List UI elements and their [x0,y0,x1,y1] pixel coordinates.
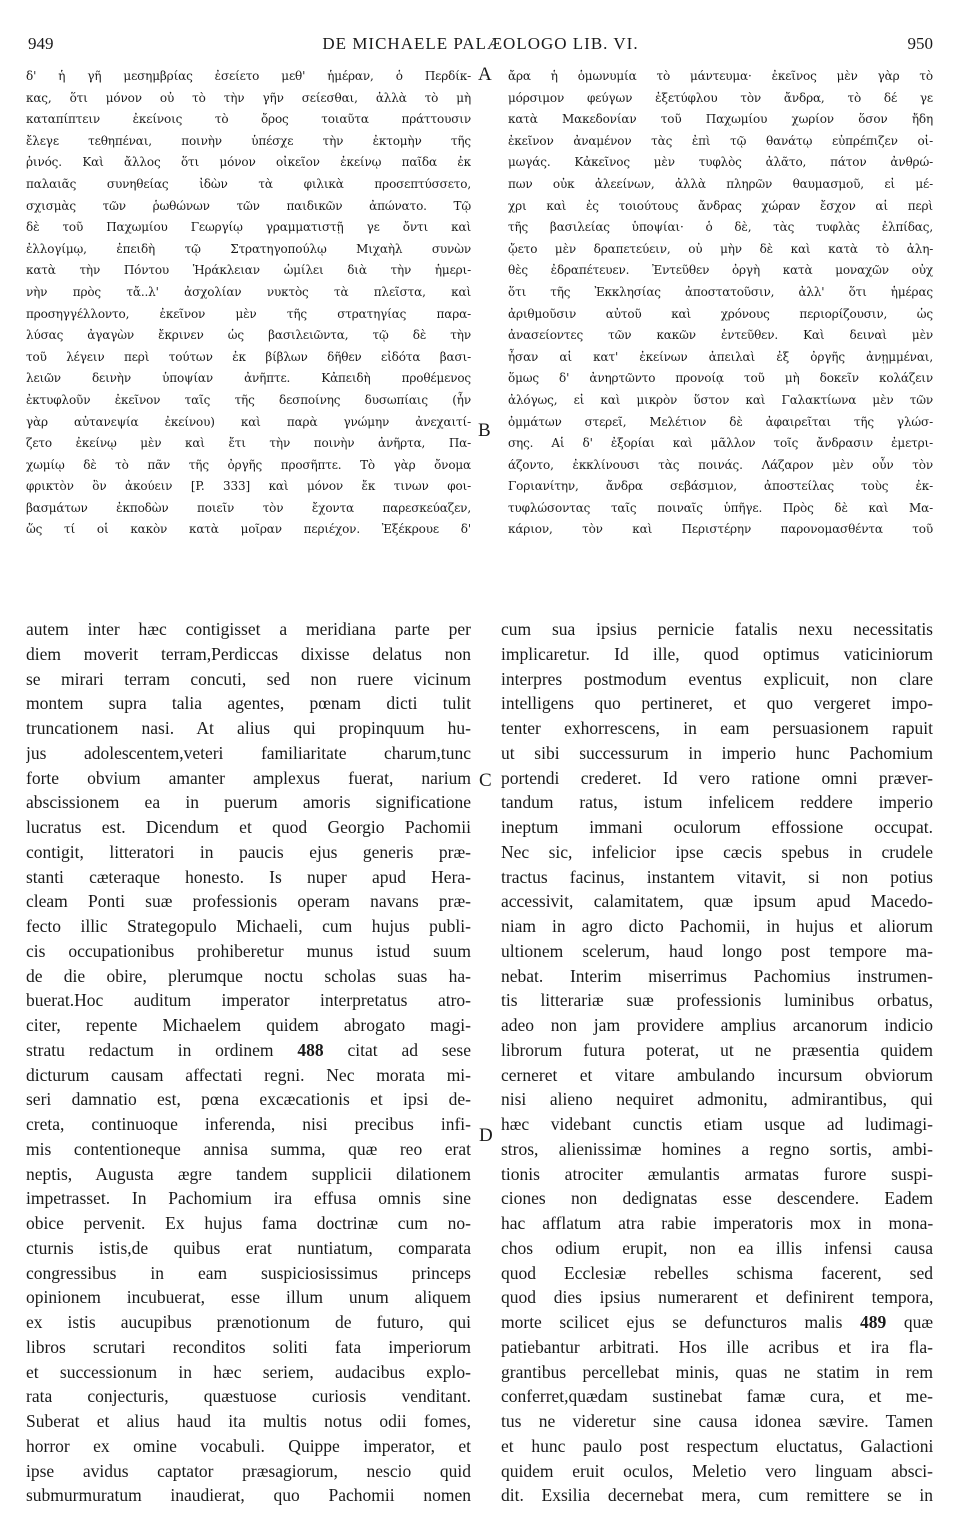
text-line: portendi crederet. Id vero ratione omni præver- [501,767,933,788]
text-line: quod dies ipsius numerarent et definirent tempora, [501,1287,933,1308]
text-line: tandum ratus, istum infelicem reddere imperio [501,792,933,813]
text-line: obice pervenit. Ex hujus fama doctrinæ cum no- [26,1213,471,1233]
text-line: implicaretur. Id ille, quod optimus vaticiniorum [501,643,933,664]
text-line: abscissionem ea in puerum amoris significatione [26,792,471,813]
text-line: ut sibi successurum in imperio hunc Pachomium [501,742,933,763]
text-line: mis contentioneque annisa summa, quæ reo erat [26,1138,471,1159]
running-title: DE MICHAELE PALÆOLOGO LIB. VI. [322,34,639,53]
text-line: ipse avidus captator præsagiorum, nescio quid [26,1460,471,1481]
text-line: et successionum in hæc seriem, audacibus explo- [26,1361,471,1382]
text-line: ἔλεγε τεθηπέναι, ποινὴν ὑπέσχε τὴν ἐκτομὴν τῆς [26,133,471,148]
text-line: jus adolescentem,veteri familiaritate charum,tunc [26,742,471,763]
text-line: ultionem scelerum, haud longo post tempore ma- [501,940,933,961]
greek-text-left-column [26,66,471,541]
right-page-number: 950 [907,34,933,53]
text-line: horror ex omine vocabuli. Quippe imperator, et [26,1435,471,1456]
text-line: morte scilicet ejus se defuncturos malis 489 quæ [501,1312,933,1332]
text-line: Γοριανίτην, ἄνδρα σεβάσμιον, ἀποστείλας τοὺς ἐκ- [508,479,933,494]
text-line: quidem eruit oculos, Meletio vero linguam absci- [501,1460,933,1481]
text-line: patiebantur arbitrati. Hos ille acribus et ira fla- [501,1336,933,1357]
running-header [28,34,933,58]
text-line: κατὰ τὴν Πόντου Ἡράκλειαν ὡμίλει διὰ τὴν ἡμερι- [26,263,471,278]
text-line: de die obire, plerumque noctu scholas suas ha- [26,965,471,986]
text-line: ciones non dedignatas esse descendere. Eadem [501,1188,933,1209]
edition-page-number: 489 [860,1312,887,1332]
text-line: θὲς ἐδραπέτευεν. Ἐντεῦθεν ὀργὴ κατὰ μοναχῶν οὐχ [508,263,933,278]
text-line: cum sua ipsius pernicie fatalis nexu necessitatis [501,619,933,639]
text-line: librorum futura poterat, ut ne præsentia quidem [501,1039,933,1060]
text-line: ὀμμάτων στερεῖ, Μελέτιον δὲ ἀφαιρεῖται τῆς γλώσ- [508,414,933,429]
text-line: ἦσαν αἱ κατ' ἐκείνων ἀπειλαὶ ἐξ ὀργῆς ἀνῃμμέναι, [508,349,933,364]
edition-page-number: 488 [297,1039,324,1060]
text-line: nebat. Interim miserrimus Pachomius instrumen- [501,965,933,986]
text-line: quod Ecclesiæ rebelles schisma facerent, sed [501,1262,933,1283]
text-line: forte obvium amanter amplexus fuerat, narium [26,767,471,788]
text-line: libros scrutari reconditos soliti fata imperiorum [26,1336,471,1357]
text-line: stanti cæteraque honesto. Is nuper apud Hera- [26,866,471,887]
text-line: creta, continuoque inferenda, nisi precibus infi- [26,1114,471,1134]
text-line: chos odium erupit, non ea illis infensi causa [501,1237,933,1258]
text-line: κάριον, τὸν καὶ Περιστέρην παρονομασθέντα τοῦ [508,522,933,537]
text-line: hac afflatum atra rabie imperatoris mox in mona- [501,1213,933,1233]
text-line: stros, alienissimæ homines a regno sortis, ambi- [501,1138,933,1159]
text-line: tenter exhorrescens, in eam persuasionem rapuit [501,718,933,738]
text-line: adeo non jam providere amplius arcanorum indicio [501,1015,933,1035]
text-line: hæc videbant cunctis etiam usque ad ludimagi- [501,1114,933,1134]
latin-translation-right-column [501,617,933,1508]
text-line: Suberat et alius haud ita multis notus odii fomes, [26,1411,471,1431]
text-line: σχισμὰς τῶν ῥωθώνων τῶν παιδικῶν ἀπώνατο. Τῷ [26,198,471,213]
text-line: ἐλλογίμῳ, ἐπειδὴ τῷ Στρατηγοπούλῳ Μιχαὴλ συνὼν [26,241,471,256]
text-line: seri damnatio est, pœna excæcationis et ipsi de- [26,1089,471,1110]
text-line: citer, repente Michaelem quidem abrogato magi- [26,1015,471,1035]
margin-marker-c: C [479,770,492,791]
margin-marker-a: A [478,64,492,85]
text-line: λύσας ἀγαγὼν ἔκρινεν ὡς βασιλειῶντα, τῷ δὲ τὴν [26,328,471,343]
text-line: interpres postmodum eventus explicuit, non clare [501,668,933,689]
text-line: tus ne videretur sine causa idonea sævire. Tamen [501,1411,933,1431]
text-line: cis occupationibus prohiberetur munus istud suum [26,940,471,961]
text-line: congressibus in eam suspiciosissimus princeps [26,1262,471,1283]
text-line: contigit, litteratori in paucis ejus generis præ- [26,841,471,862]
text-line: βασμάτων ἐκποδὼν ποιεῖν τὸν ἔχοντα παρεσκεύαζεν, [26,500,471,515]
text-line: δ' ἡ γῆ μεσημβρίας ἐσείετο μεθ' ἡμέραν, ὁ Περδίκ- [26,69,471,83]
text-line: neptis, Augusta ægre tandem supplicii dilationem [26,1163,471,1184]
text-line: νὴν πρὸς τἄ..λ' ἀσχολίαν νυκτὸς τὰ πλεῖστα, καὶ [26,284,471,299]
text-line: κατὰ Μακεδονίαν τοῦ Παχωμίου χωρίον ὅσον ἤδη [508,112,933,127]
text-line: κας, ὅτι μόνον οὐ τὸ τὴν γῆν σείεσθαι, ἀλλὰ τὸ μὴ [26,90,471,105]
text-line: ἀνασείοντες τῶν κακῶν ἐντεῦθεν. Καὶ δειναὶ μὲν [508,328,933,343]
left-page-number: 949 [28,34,54,53]
text-line: grantibus percellebat minis, quas ne statim in rem [501,1361,933,1382]
text-line: buerat.Hoc auditum imperator interpretatus atro- [26,990,471,1011]
text-line: ὥς τί οἱ κακὸν κατὰ μοῖραν περιέχον. Ἐξέκρουε δ' [26,522,471,537]
margin-marker-d: D [479,1125,493,1146]
text-line: et hunc paulo post respectum eluctatus, Galactioni [501,1435,933,1456]
text-line: diem moverit terram,Perdiccas dixisse delatus non [26,643,471,664]
text-line: τοῦ λέγειν περὶ τούτων ἐκ βίβλων δῆθεν εἰδότα βασι- [26,349,471,364]
text-line: ineptum immani oculorum effossione occupat. [501,817,933,837]
text-line: opinionem incubuerat, esse illum unum aliquem [26,1287,471,1308]
text-line: τῆς βασιλείας ὑποψίαι· ὁ δὲ, τὰς τυφλὰς ἐλπίδας, [508,220,933,235]
text-line: μωγάς. Κἀκεῖνος μὲν τυφλὸς ἀλᾶτο, πάτον ἀνθρώ- [508,155,933,170]
text-line: cturnis istis,de quibus erat nuntiatum, comparata [26,1237,471,1258]
text-line: dicturum causam affectati regni. Nec morata mi- [26,1064,471,1085]
text-line: nisi alieno nequiret admonitu, admirantibus, qui [501,1089,933,1110]
text-line: truncationem nasi. At alius qui propinquum hu- [26,718,471,738]
text-line: conferret,quædam sustinebat famæ cura, et me- [501,1386,933,1407]
text-line: ἀριθμοῦσιν αὐτοῦ καὶ χρόνους περιορίζουσιν, ὡς [508,306,933,321]
text-line: tractus facinus, instantem vitavit, si non potius [501,866,933,887]
text-line: τυφλώσοντας ταῖς ποιναῖς ὑπῆγε. Πρὸς δὲ καὶ Μα- [508,500,933,515]
text-line: παλαιᾶς συνηθείας ἰδὼν τὰ φιλικὰ προσεπτύσσετο, [26,176,471,191]
text-line: ἐκεῖνον ἀναμένον τὰς ἐπὶ τῷ θανάτῳ εὐπρέπιζεν οἰ- [508,133,933,148]
text-line: δὲ τοῦ Παχωμίου Γεωργίῳ γραμματιστῇ γε ὄντι καὶ [26,220,471,235]
text-line: ἀλόγως, εἰ καὶ μικρὸν ὕστον καὶ Γαλακτίωνα μὲν τῶν [508,392,933,407]
text-line: ex istis aucupibus prænotionum de futuro, qui [26,1312,471,1332]
text-line: ζετο ἐκείνῳ μὲν καὶ ἔτι τὴν ποινὴν ἀνῆρτα, Πα- [26,436,471,451]
text-line: fecto illic Strategopulo Michaeli, cum hujus publi- [26,916,471,936]
text-line: καταπίπτειν ἐκείνοις τὸ ὄρος τοιαῦτα πράττουσιν [26,112,471,127]
text-line: rata conjecturis, quæstuose curiosis venditant. [26,1386,471,1407]
greek-text-right-column [508,66,933,541]
text-line: ὅτι τῆς Ἐκκλησίας ἀποστατοῦσιν, ἀλλ' ὅτι ἡμέρας [508,284,933,299]
latin-translation-left-column [26,617,471,1508]
text-line: tionis atrociter æmulantis armatas furore suspi- [501,1163,933,1184]
text-line: cerneret et vitare ambulando incursum obviorum [501,1064,933,1085]
text-line: Nec sic, infelicior ipse cæcis spebus in crudele [501,841,933,862]
text-line: προσηγγέλλοντο, ἐκεῖνον μὲν τῆς στρατηγίας παρα- [26,306,471,321]
text-line: ἐκτυφλοῦν ἐκεῖνον ταῖς τῆς δεσποίνης δυσωπίαις (ἦν [26,392,471,407]
text-line: submurmuratum inaudierat, quo Pachomii nomen [26,1485,471,1506]
text-line: γὰρ αὐτανεψία ἐκείνου) καὶ παρὰ γνώμην ἀνεχαιτί- [26,414,471,429]
text-line: ᾤετο μὲν δραπετεύειν, οὐ μὴν δὲ καὶ κατὰ τὸ ἀλη- [508,241,933,256]
text-line: χρι καὶ ἐς τοιούτους ἄνδρας χώραν ἔσχον αἱ περὶ [508,198,933,213]
text-line: stratu redactum in ordinem 488 citat ad sese [26,1039,471,1060]
text-line: niam in agro dicto Pachomii, in hujus et aliorum [501,916,933,936]
text-line: dit. Exsilia decernebat mera, cum remittere se in [501,1485,933,1506]
text-line: άζοντο, ἐκκλίνουσι τὰς ποινάς. Λάζαρον μὲν οὖν τὸν [508,457,933,472]
text-line: ὅμως δ' ἀνηρτῶντο προνοίᾳ τοῦ μὴ δοκεῖν κολάζειν [508,371,933,386]
text-line: intelligens quo pertineret, et quo vergeret impo- [501,693,933,714]
text-line: χωμίῳ δὲ τὸ πᾶν τῆς ὀργῆς προσῆπτε. Τὸ γὰρ ὄνομα [26,457,471,472]
text-line: σης. Αἱ δ' ἐξορίαι καὶ μᾶλλον τοῖς ἄνδρασιν ἐμετρι- [508,436,933,451]
text-line: λειῶν δεινὴν ὑποψίαν ἀνῆπτε. Κἀπειδὴ προθέμενος [26,371,471,386]
text-line: lucratus est. Dicendum et quod Georgio Pachomii [26,817,471,837]
text-line: ῥινός. Καὶ ἄλλος ὅτι μόνον οἰκεῖον ἐκείνῳ παῖδα ἐκ [26,155,471,170]
text-line: accessivit, calamitatem, quæ ipsum apud Macedo- [501,891,933,912]
text-line: montem supra talia agentes, pœnam dicti tulit [26,693,471,714]
text-line: φρικτὸν ὂν ἀκούειν [P. 333] καὶ μόνον ἔκ τινων φοι- [26,479,471,494]
text-line: cleam Ponti suæ professionis operam navans præ- [26,891,471,912]
text-line: tis litterariæ suæ professionis luminibus orbatus, [501,990,933,1011]
text-line: μόρσιμον φεύγων ἐξετύφλου τὸν ἄνδρα, τὸ δέ γε [508,90,933,105]
text-line: impetrasset. In Pachomium ira effusa omnis sine [26,1188,471,1209]
margin-marker-b: B [478,420,491,441]
text-line: autem inter hæc contigisset a meridiana parte per [26,619,471,639]
text-line: se mirari terram concuti, sed non ruere vicinum [26,668,471,689]
text-line: πων οὐκ ἀλεείνων, ἀλλὰ πληρῶν θαυμασμοῦ, εἰ μέ- [508,176,933,191]
text-line: ἄρα ἡ ὁμωνυμία τὸ μάντευμα· ἐκεῖνος μὲν γὰρ τὸ [508,69,933,83]
